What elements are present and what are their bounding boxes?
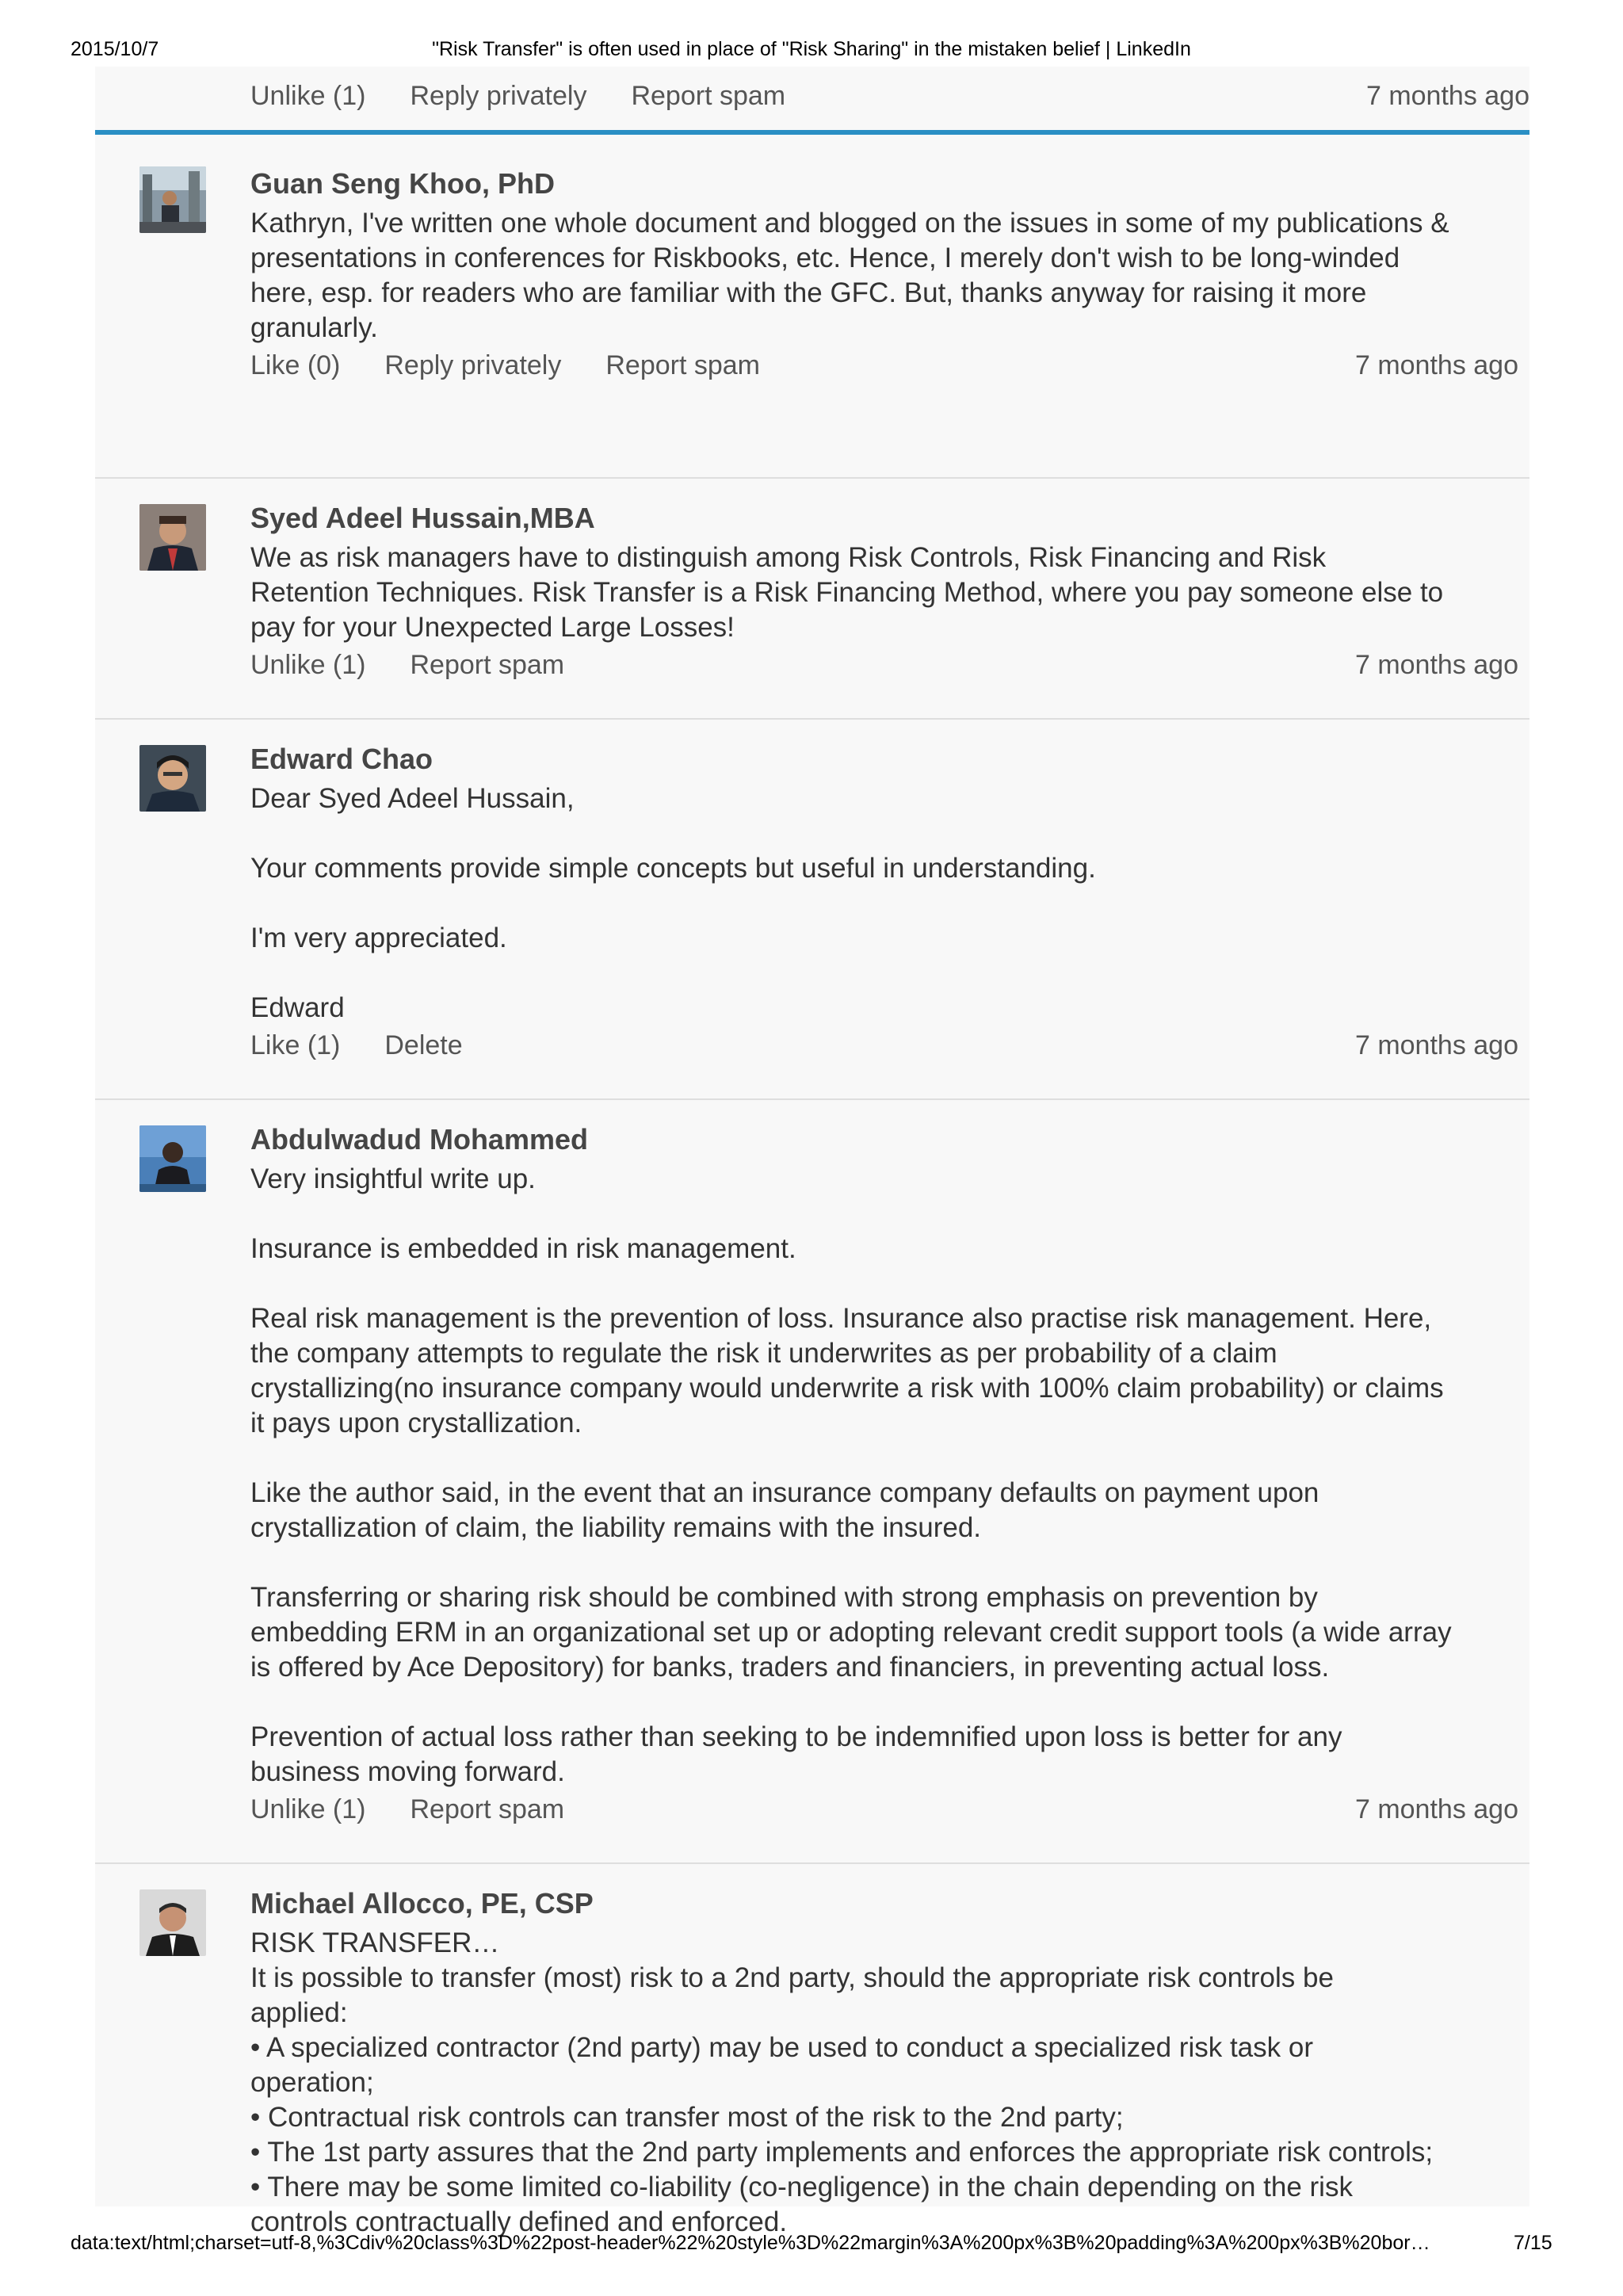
unlike-button[interactable]: Unlike (1) <box>250 80 366 111</box>
comment-text: Dear Syed Adeel Hussain, Your comments provide simple concepts but useful in understanding. I'm very appreciated. Edward <box>250 783 1096 1023</box>
avatar[interactable] <box>139 745 206 812</box>
report-spam-button[interactable]: Report spam <box>410 649 565 680</box>
comment-actions <box>250 1791 1518 1828</box>
comment-timestamp: 7 months ago <box>1365 81 1529 111</box>
print-page-title: "Risk Transfer" is often used in place of "Risk Sharing" in the mistaken belief | LinkedIn <box>432 38 1191 60</box>
comment-timestamp: 7 months ago <box>1354 1794 1518 1824</box>
delete-button[interactable]: Delete <box>384 1030 463 1060</box>
comment-item <box>95 1100 1529 1864</box>
like-button[interactable]: Like (0) <box>250 350 341 380</box>
like-button[interactable]: Like (1) <box>250 1030 341 1060</box>
print-url: data:text/html;charset=utf-8,%3Cdiv%20class%3D%22post-header%22%20style%3D%22margin%3A%200px%3B%20padding%3A%200px%3B%20bor… <box>71 2232 1430 2254</box>
person-photo-icon <box>139 1125 206 1192</box>
print-date: 2015/10/7 <box>71 38 159 60</box>
unlike-button[interactable]: Unlike (1) <box>250 649 366 680</box>
comment-text: Very insightful write up. Insurance is embedded in risk management. Real risk management is the prevention of loss. Insurance also practise risk management. Here, the company attempts to regulate the risk it underwrites as per probability of a claim crystallizing(no insurance company would underwrite a risk with 100% claim probability) or claims it pays upon crystallization. Like the author said, in the event that an insurance company defaults on payment upon crystallization of claim, the liability remains with the insured. Transferring or sharing risk should be combined with strong emphasis on prevention by embedding ERM in an organizational set up or adopting relevant credit support tools (a wide array is offered by Ace Depository) for banks, traders and financiers, in preventing actual loss. Prevention of actual loss rather than seeking to be indemnified upon loss is better for any business moving forward. <box>250 1163 1452 1787</box>
comment-text: Kathryn, I've written one whole document and blogged on the issues in some of my publications & presentations in conferences for Riskbooks, etc. Hence, I merely don't wish to be long-winded here, esp. for readers who are familiar with the GFC. But, thanks anyway for raising it more granularly. <box>250 208 1449 343</box>
previous-comment-actions <box>250 78 1529 114</box>
comment-actions <box>250 647 1518 683</box>
comment-text: We as risk managers have to distinguish among Risk Controls, Risk Financing and Risk Retention Techniques. Risk Transfer is a Risk Financing Method, where you pay someone else to pay for your Unexpected Large Losses! <box>250 542 1444 643</box>
comment-item <box>95 135 1529 479</box>
person-photo-icon <box>139 1889 206 1956</box>
page-number: 7/15 <box>1514 2232 1552 2254</box>
avatar[interactable] <box>139 504 206 571</box>
comment-author[interactable]: Michael Allocco, PE, CSP <box>250 1887 594 1920</box>
unlike-button[interactable]: Unlike (1) <box>250 1794 366 1824</box>
comment-timestamp: 7 months ago <box>1354 1030 1518 1060</box>
avatar[interactable] <box>139 166 206 233</box>
comment-actions <box>250 347 1518 384</box>
person-photo-icon <box>139 504 206 571</box>
comment-item <box>95 1864 1529 2237</box>
person-photo-icon <box>139 166 206 233</box>
avatar[interactable] <box>139 1889 206 1956</box>
print-footer <box>0 2232 1623 2259</box>
comment-item <box>95 479 1529 720</box>
comment-timestamp: 7 months ago <box>1354 650 1518 680</box>
reply-privately-button[interactable]: Reply privately <box>384 350 562 380</box>
comment-author[interactable]: Syed Adeel Hussain,MBA <box>250 502 595 534</box>
comment-text: RISK TRANSFER… It is possible to transfer (most) risk to a 2nd party, should the appropriate risk controls be applied: • A specialized contractor (2nd party) may be used to conduct a specialized risk task or operation; • Contractual risk controls can transfer most of the risk to the 2nd party; • The 1st party assures that the 2nd party implements and enforces the appropriate risk controls; • There may be some limited co-liability (co-negligence) in the chain depending on the risk controls contractually defined and enforced. <box>250 1927 1434 2237</box>
report-spam-button[interactable]: Report spam <box>605 350 760 380</box>
report-spam-button[interactable]: Report spam <box>631 80 786 111</box>
reply-privately-button[interactable]: Reply privately <box>410 80 587 111</box>
comment-timestamp: 7 months ago <box>1354 350 1518 380</box>
comments-panel <box>95 67 1529 2237</box>
report-spam-button[interactable]: Report spam <box>410 1794 565 1824</box>
comment-author[interactable]: Guan Seng Khoo, PhD <box>250 167 555 200</box>
comment-actions <box>250 1027 1518 1064</box>
print-header <box>0 38 1623 65</box>
comment-author[interactable]: Abdulwadud Mohammed <box>250 1123 588 1156</box>
person-photo-icon <box>139 745 206 812</box>
comment-item <box>95 720 1529 1100</box>
avatar[interactable] <box>139 1125 206 1192</box>
comment-author[interactable]: Edward Chao <box>250 743 433 775</box>
